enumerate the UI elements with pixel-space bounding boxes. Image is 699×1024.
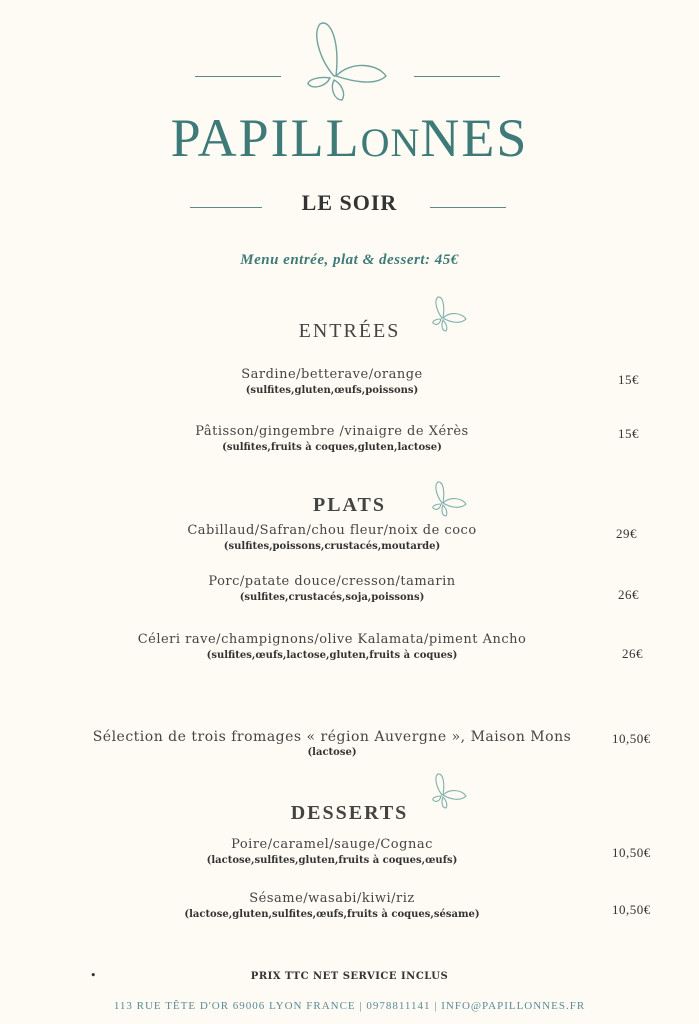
dish-allergens: (lactose,sulfites,gluten,fruits à coques,œufs)	[206, 855, 458, 866]
butterfly-icon	[430, 481, 468, 517]
dish-name: Sélection de trois fromages « région Auvergne », Maison Mons	[92, 729, 572, 745]
footer-address: 113 RUE TÊTE D'OR 69006 LYON FRANCE | 0978811141 | INFO@PAPILLONNES.FR	[113, 1000, 586, 1012]
dish-plat-3	[0, 631, 664, 663]
dish-price: 26€	[618, 587, 639, 602]
dish-fromage	[0, 728, 664, 760]
dish-price: 15€	[618, 372, 639, 387]
dish-name: Céleri rave/champignons/olive Kalamata/piment Ancho	[137, 632, 527, 647]
dish-price: 26€	[622, 646, 643, 661]
dish-price: 29€	[616, 526, 637, 541]
dish-name: Sardine/betterave/orange	[241, 367, 423, 382]
dish-allergens: (sulfites,fruits à coques,gluten,lactose)	[222, 442, 442, 453]
dish-plat-2	[0, 573, 664, 605]
set-menu-price: Menu entrée, plat & dessert: 45€	[240, 252, 459, 268]
dish-name: Poire/caramel/sauge/Cognac	[231, 837, 433, 852]
dish-name: Pâtisson/gingembre /vinaigre de Xérès	[195, 424, 469, 439]
dish-allergens: (sulfites,poissons,crustacés,moutarde)	[223, 541, 441, 552]
header-rule-left	[195, 76, 281, 77]
dish-price: 10,50€	[612, 731, 651, 746]
dish-price: 15€	[618, 426, 639, 441]
butterfly-logo-icon	[300, 20, 390, 102]
page-subtitle: LE SOIR	[301, 190, 398, 215]
dish-price: 10,50€	[612, 845, 651, 860]
dish-allergens: (sulfites,crustacés,soja,poissons)	[239, 592, 425, 603]
footer-note: PRIX TTC NET SERVICE INCLUS	[250, 971, 449, 982]
section-title-plats: PLATS	[313, 494, 386, 516]
footer-bullet: •	[90, 969, 97, 982]
dish-entree-1	[0, 366, 664, 398]
dish-allergens: (lactose)	[307, 747, 357, 758]
brand-logo: PAPILLONNES	[170, 108, 529, 168]
header-rule-right	[414, 76, 500, 77]
butterfly-icon	[430, 773, 468, 809]
dish-dessert-1	[0, 836, 664, 868]
dish-name: Sésame/wasabi/kiwi/riz	[249, 891, 415, 906]
dish-name: Porc/patate douce/cresson/tamarin	[208, 574, 456, 589]
dish-price: 10,50€	[612, 902, 651, 917]
dish-name: Cabillaud/Safran/chou fleur/noix de coco	[187, 523, 477, 538]
dish-allergens: (lactose,gluten,sulfites,œufs,fruits à coques,sésame)	[184, 909, 480, 920]
dish-allergens: (sulfites,gluten,œufs,poissons)	[245, 385, 419, 396]
dish-entree-2	[0, 423, 664, 455]
butterfly-icon	[430, 296, 468, 332]
dish-plat-1	[0, 522, 664, 554]
section-title-desserts: DESSERTS	[290, 802, 409, 824]
section-title-entrees: ENTRÉES	[298, 320, 401, 342]
dish-allergens: (sulfites,œufs,lactose,gluten,fruits à coques)	[206, 650, 458, 661]
dish-dessert-2	[0, 890, 664, 922]
